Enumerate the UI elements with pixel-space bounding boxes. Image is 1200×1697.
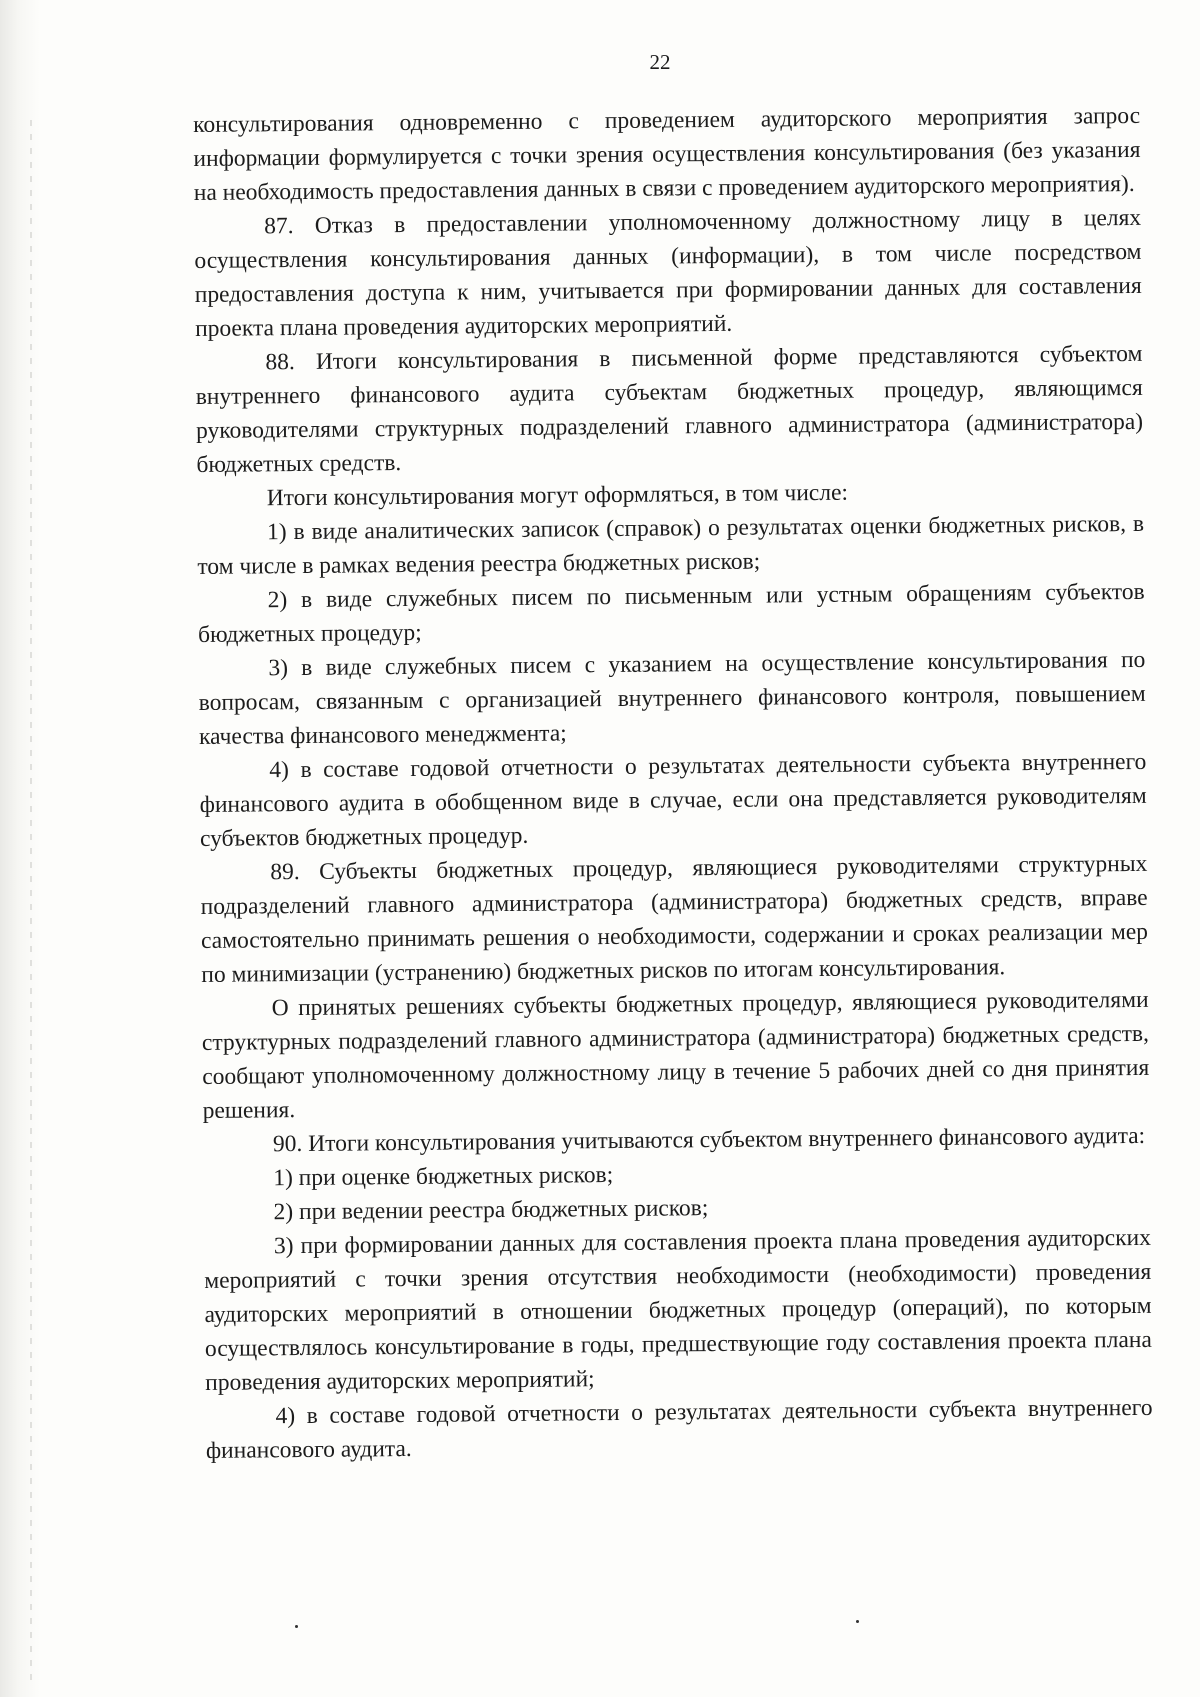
scan-speck [295, 1625, 298, 1628]
paragraph: 2) при ведении реестра бюджетных рисков; [273, 1195, 709, 1226]
page-number: 22 [649, 50, 671, 74]
paragraph: 4) в составе годовой отчетности о результатах деятельности субъекта внутреннего финансового аудита. [205, 1394, 1153, 1464]
paragraph: 90. Итоги консультирования учитываются субъектом внутреннего финансового аудита: [272, 1122, 1146, 1158]
scan-speck [856, 1620, 859, 1623]
paragraph: 87. Отказ в предоставлении уполномоченному должностному лицу в целях осуществления консультирования данных (информации), в том числе посредством предоставления доступа к ним, учитывается при формировании данных для составления проекта плана проведения аудиторских мероприятий. [194, 204, 1142, 342]
scan-edge-line [30, 120, 32, 1680]
paragraph: 89. Субъекты бюджетных процедур, являющиеся руководителями структурных подразделений главного администратора (администратора) бюджетных средств, вправе самостоятельно принимать решения о необходимости, содержании и сроках реализации мер по минимизации (устранению) бюджетных рисков по итогам консультирования. [200, 850, 1149, 988]
paragraph: 4) в составе годовой отчетности о результатах деятельности субъекта внутреннего финансового аудита в обобщенном виде в случае, если она представляется руководителям субъектов бюджетных процедур. [199, 748, 1147, 852]
paragraph: 1) при оценке бюджетных рисков; [273, 1162, 614, 1192]
paragraph: О принятых решениях субъекты бюджетных процедур, являющиеся руководителями структурных подразделений главного администратора (администратора) бюджетных средств, сообщают уполномоченному должностному лицу в течение 5 рабочих дней со дня принятия решения. [201, 986, 1150, 1124]
paragraph: 3) в виде служебных писем с указанием на осуществление консультирования по вопросам, связанным с организацией внутреннего финансового контроля, повышением качества финансового менеджмента; [198, 646, 1146, 750]
scan-left-edge [0, 0, 40, 1697]
paragraph: 88. Итоги консультирования в письменной форме представляются субъектом внутреннего финансового аудита субъектам бюджетных процедур, являющимся руководителями структурных подразделений главного администратора (администратора) бюджетных средств. [195, 340, 1144, 478]
paragraph: консультирования одновременно с проведением аудиторского мероприятия запрос информации формулируется с точки зрения осуществления консультирования (без указания на необходимость предоставления данных в связи с проведением аудиторского мероприятия). [193, 102, 1141, 206]
paragraph: 2) в виде служебных писем по письменным или устным обращениям субъектов бюджетных процедур; [197, 578, 1145, 648]
document-body [193, 99, 1153, 1468]
paragraph: Итоги консультирования могут оформляться, в том числе: [266, 479, 849, 512]
paragraph: 3) при формировании данных для составления проекта плана проведения аудиторских мероприятий с точки зрения отсутствия необходимости (необходимости) проведения аудиторских мероприятий в отношении бюджетных процедур (операций), по которым осуществлялось консультирование в годы, предшествующие году составления проекта плана проведения аудиторских мероприятий; [204, 1224, 1152, 1396]
paragraph: 1) в виде аналитических записок (справок) о результатах оценки бюджетных рисков, в том числе в рамках ведения реестра бюджетных рисков; [197, 510, 1145, 580]
